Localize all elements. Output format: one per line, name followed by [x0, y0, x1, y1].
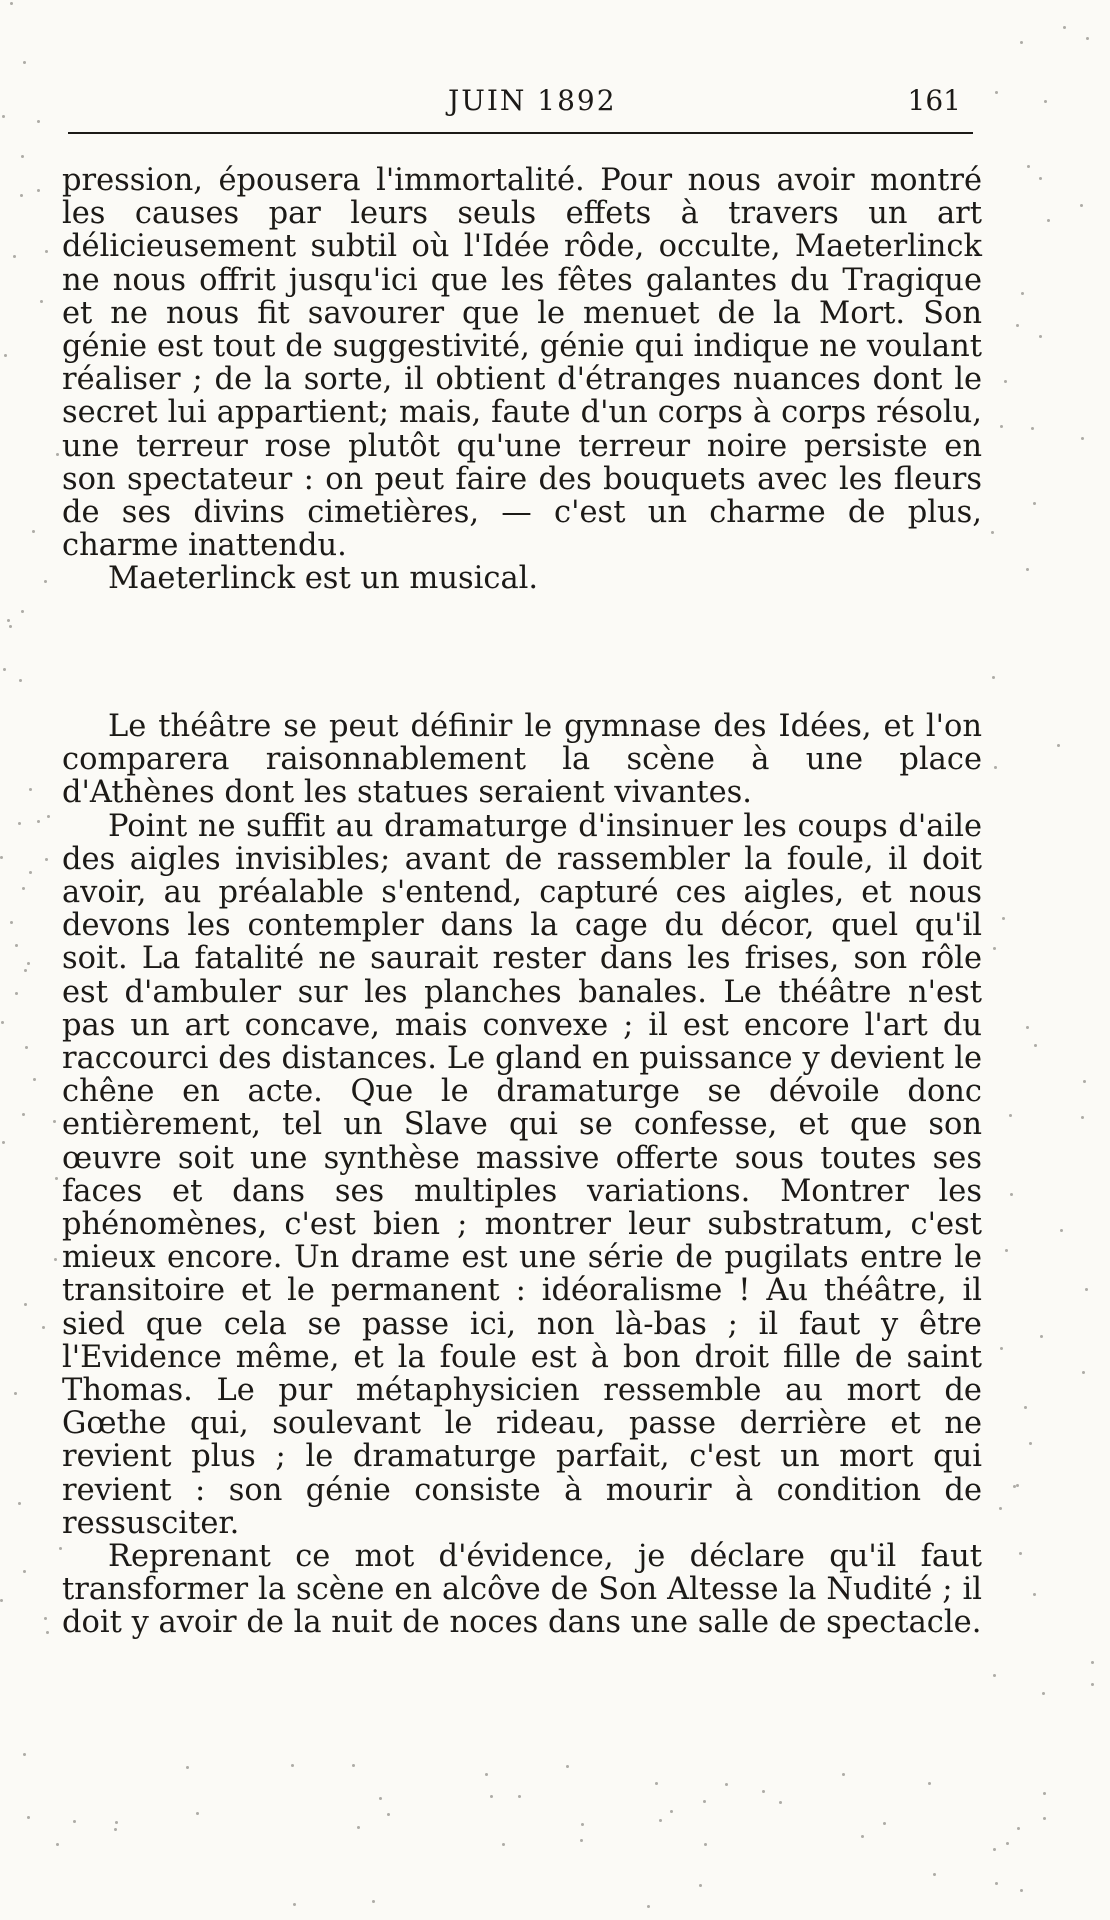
text-section-1 — [62, 164, 982, 596]
speck — [1047, 219, 1050, 222]
speck — [1044, 100, 1047, 103]
speck — [7, 619, 10, 622]
speck — [1017, 1827, 1020, 1830]
speck — [196, 1812, 199, 1815]
speck — [1033, 502, 1036, 505]
speck — [1082, 1371, 1085, 1374]
speck — [928, 1782, 931, 1785]
speck — [762, 1790, 765, 1793]
speck — [995, 91, 998, 94]
speck — [25, 1046, 28, 1049]
speck — [37, 120, 40, 123]
speck — [995, 1882, 998, 1885]
speck — [779, 1801, 782, 1804]
speck — [1057, 744, 1060, 747]
speck — [993, 1674, 996, 1677]
speck — [1039, 177, 1042, 180]
speck — [9, 625, 12, 628]
speck — [13, 255, 16, 258]
speck — [19, 679, 22, 682]
speck — [186, 1766, 189, 1769]
speck — [861, 1835, 864, 1838]
speck — [27, 1816, 30, 1819]
speck — [291, 1764, 294, 1767]
speck — [883, 1822, 886, 1825]
speck — [23, 1753, 26, 1756]
speck — [704, 1843, 707, 1846]
speck — [4, 354, 7, 357]
speck — [21, 155, 24, 158]
speck — [1091, 1683, 1094, 1686]
speck — [842, 1773, 845, 1776]
speck — [357, 1826, 360, 1829]
speck — [1080, 204, 1083, 207]
speck — [20, 194, 23, 197]
speck — [670, 1810, 673, 1813]
speck — [15, 944, 18, 947]
speck — [1016, 324, 1019, 327]
speck — [14, 1392, 17, 1395]
speck — [53, 1120, 56, 1123]
speck — [3, 668, 6, 671]
speck — [372, 1900, 375, 1903]
speck — [485, 1773, 488, 1776]
speck — [1063, 26, 1066, 29]
speck — [490, 1795, 493, 1798]
speck — [46, 1631, 49, 1634]
speck — [42, 1326, 45, 1329]
page-number: 161 — [907, 84, 961, 117]
speck — [699, 1884, 702, 1887]
speck — [45, 858, 48, 861]
speck — [999, 1507, 1002, 1510]
speck — [1010, 1193, 1013, 1196]
speck — [994, 766, 997, 769]
speck — [29, 788, 32, 791]
speck — [580, 1839, 583, 1842]
paragraph: Maeterlinck est un musical. — [108, 561, 539, 597]
paragraph: Le théâtre se peut définir le gymnase des Idées, et l'on comparera raisonnablement la scène à une place d'Athènes dont les statues seraient vivantes. — [62, 709, 982, 811]
speck — [1039, 335, 1042, 338]
speck — [1029, 1442, 1032, 1445]
speck — [1026, 1026, 1029, 1029]
speck — [1034, 1044, 1037, 1047]
speck — [1006, 1842, 1009, 1845]
speck — [15, 992, 18, 995]
speck — [352, 1764, 355, 1767]
speck — [33, 1078, 36, 1081]
speck — [37, 820, 40, 823]
speck — [1020, 41, 1023, 44]
speck — [1016, 1484, 1019, 1487]
speck — [1040, 1335, 1043, 1338]
speck — [24, 969, 27, 972]
speck — [1091, 1661, 1094, 1664]
speck — [56, 1843, 59, 1846]
speck — [1000, 425, 1003, 428]
speck — [1005, 1249, 1008, 1252]
speck — [54, 1258, 57, 1261]
speck — [1083, 1080, 1086, 1083]
speck — [993, 1848, 996, 1851]
speck — [1042, 1692, 1045, 1695]
speck — [581, 1823, 584, 1826]
speck — [27, 962, 30, 965]
speck — [1020, 1889, 1023, 1892]
speck — [647, 1905, 650, 1908]
speck — [114, 1828, 117, 1831]
speck — [1060, 1229, 1063, 1232]
speck — [1043, 1817, 1046, 1820]
speck — [1086, 37, 1089, 40]
speck — [23, 61, 26, 64]
speck — [2, 1141, 5, 1144]
speck — [1009, 1114, 1012, 1117]
speck — [1026, 568, 1029, 571]
speck — [1081, 1116, 1084, 1119]
speck — [22, 1113, 25, 1116]
paragraph: pression, épousera l'immortalité. Pour nous avoir montré les causes par leurs seuls effets à travers un art délicieusement subtil où l'Idée rôde, occulte, Maeterlinck ne nous offrit jusqu'ici que les fêtes galantes du Tragique et ne nous fit savourer que le menuet de la Mort. Son génie est tout de suggestivité, génie qui indique ne voulant réaliser ; de la sorte, il obtient d'étranges nuances dont le secret lui appartient; mais, faute d'un corps à corps résolu, une terreur rose plutôt qu'une terreur noire persiste en son spectateur : on peut faire des bouquets avec les fleurs de ses divins cimetières, — c'est un charme de plus, charme inattendu. — [62, 163, 982, 564]
speck — [1027, 165, 1030, 168]
speck — [1043, 1792, 1046, 1795]
speck — [1081, 437, 1084, 440]
header-rule — [68, 132, 973, 134]
speck — [55, 1177, 58, 1180]
speck — [1085, 1288, 1088, 1291]
speck — [44, 580, 47, 583]
speck — [566, 1765, 569, 1768]
speck — [1019, 1552, 1022, 1555]
speck — [1, 1021, 4, 1024]
speck — [21, 610, 24, 613]
speck — [23, 1570, 26, 1573]
running-title: JUIN 1892 — [448, 84, 617, 117]
speck — [387, 1813, 390, 1816]
speck — [40, 300, 43, 303]
speck — [47, 815, 50, 818]
speck — [1002, 917, 1005, 920]
speck — [1021, 292, 1024, 295]
speck — [655, 1782, 658, 1785]
speck — [725, 1783, 728, 1786]
speck — [991, 531, 994, 534]
speck — [56, 453, 59, 456]
speck — [1004, 380, 1007, 383]
speck — [703, 1800, 706, 1803]
speck — [1024, 1406, 1027, 1409]
speck — [1031, 427, 1034, 430]
speck — [2, 115, 5, 118]
speck — [29, 871, 32, 874]
speck — [0, 856, 3, 859]
speck — [1033, 1593, 1036, 1596]
speck — [0, 1599, 3, 1602]
speck — [18, 1502, 21, 1505]
speck — [24, 1303, 27, 1306]
speck — [379, 1797, 382, 1800]
speck — [659, 1819, 662, 1822]
speck — [32, 530, 35, 533]
speck — [22, 887, 25, 890]
paragraph: Reprenant ce mot d'évidence, je déclare qu'il faut transformer la scène en alcôve de Son Altesse la Nudité ; il doit y avoir de la nuit de noces dans une salle de spectacle. — [62, 1539, 982, 1641]
paragraph: Point ne suffit au dramaturge d'insinuer les coups d'aile des aigles invisibles; avant de rassembler la foule, il doit avoir, au préalable s'entend, capturé ces aigles, et nous devons les contempler dans la cage du décor, quel qu'il soit. La fatalité ne saurait rester dans les frises, son rôle est d'ambuler sur les planches banales. Le théâtre n'est pas un art concave, mais convexe ; il est encore l'art du raccourci des distances. Le gland en puissance y devient le chêne en acte. Que le dramaturge se dévoile donc entièrement, tel un Slave qui se confesse, et que son œuvre soit une synthèse massive offerte sous toutes ses faces et dans ses multiples variations. Montrer les phénomènes, c'est bien ; montrer leur substratum, c'est mieux encore. Un drame est une série de pugilats entre le transitoire et le permanent : idéoralisme ! Au théâtre, il sied que cela se passe ici, non là-bas ; il faut y être l'Evidence même, et la foule est à bon droit fille de saint Thomas. Le pur métaphysicien ressemble au mort de Gœthe qui, soulevant le rideau, passe derrière et ne revient plus ; le dramaturge parfait, c'est un mort qui revient : son génie consiste à mourir à condition de ressusciter. — [62, 808, 982, 1541]
speck — [115, 1821, 118, 1824]
speck — [993, 947, 996, 950]
speck — [1013, 1485, 1016, 1488]
speck — [45, 250, 48, 253]
speck — [73, 1820, 76, 1823]
speck — [502, 1843, 505, 1846]
speck — [1000, 1347, 1003, 1350]
running-header — [68, 78, 973, 118]
speck — [992, 676, 995, 679]
speck — [37, 189, 40, 192]
text-section-2 — [62, 710, 982, 1640]
speck — [10, 2, 13, 5]
speck — [933, 1873, 936, 1876]
speck — [44, 1617, 47, 1620]
speck — [518, 1795, 521, 1798]
speck — [10, 921, 13, 924]
speck — [18, 822, 21, 825]
speck — [293, 1903, 296, 1906]
